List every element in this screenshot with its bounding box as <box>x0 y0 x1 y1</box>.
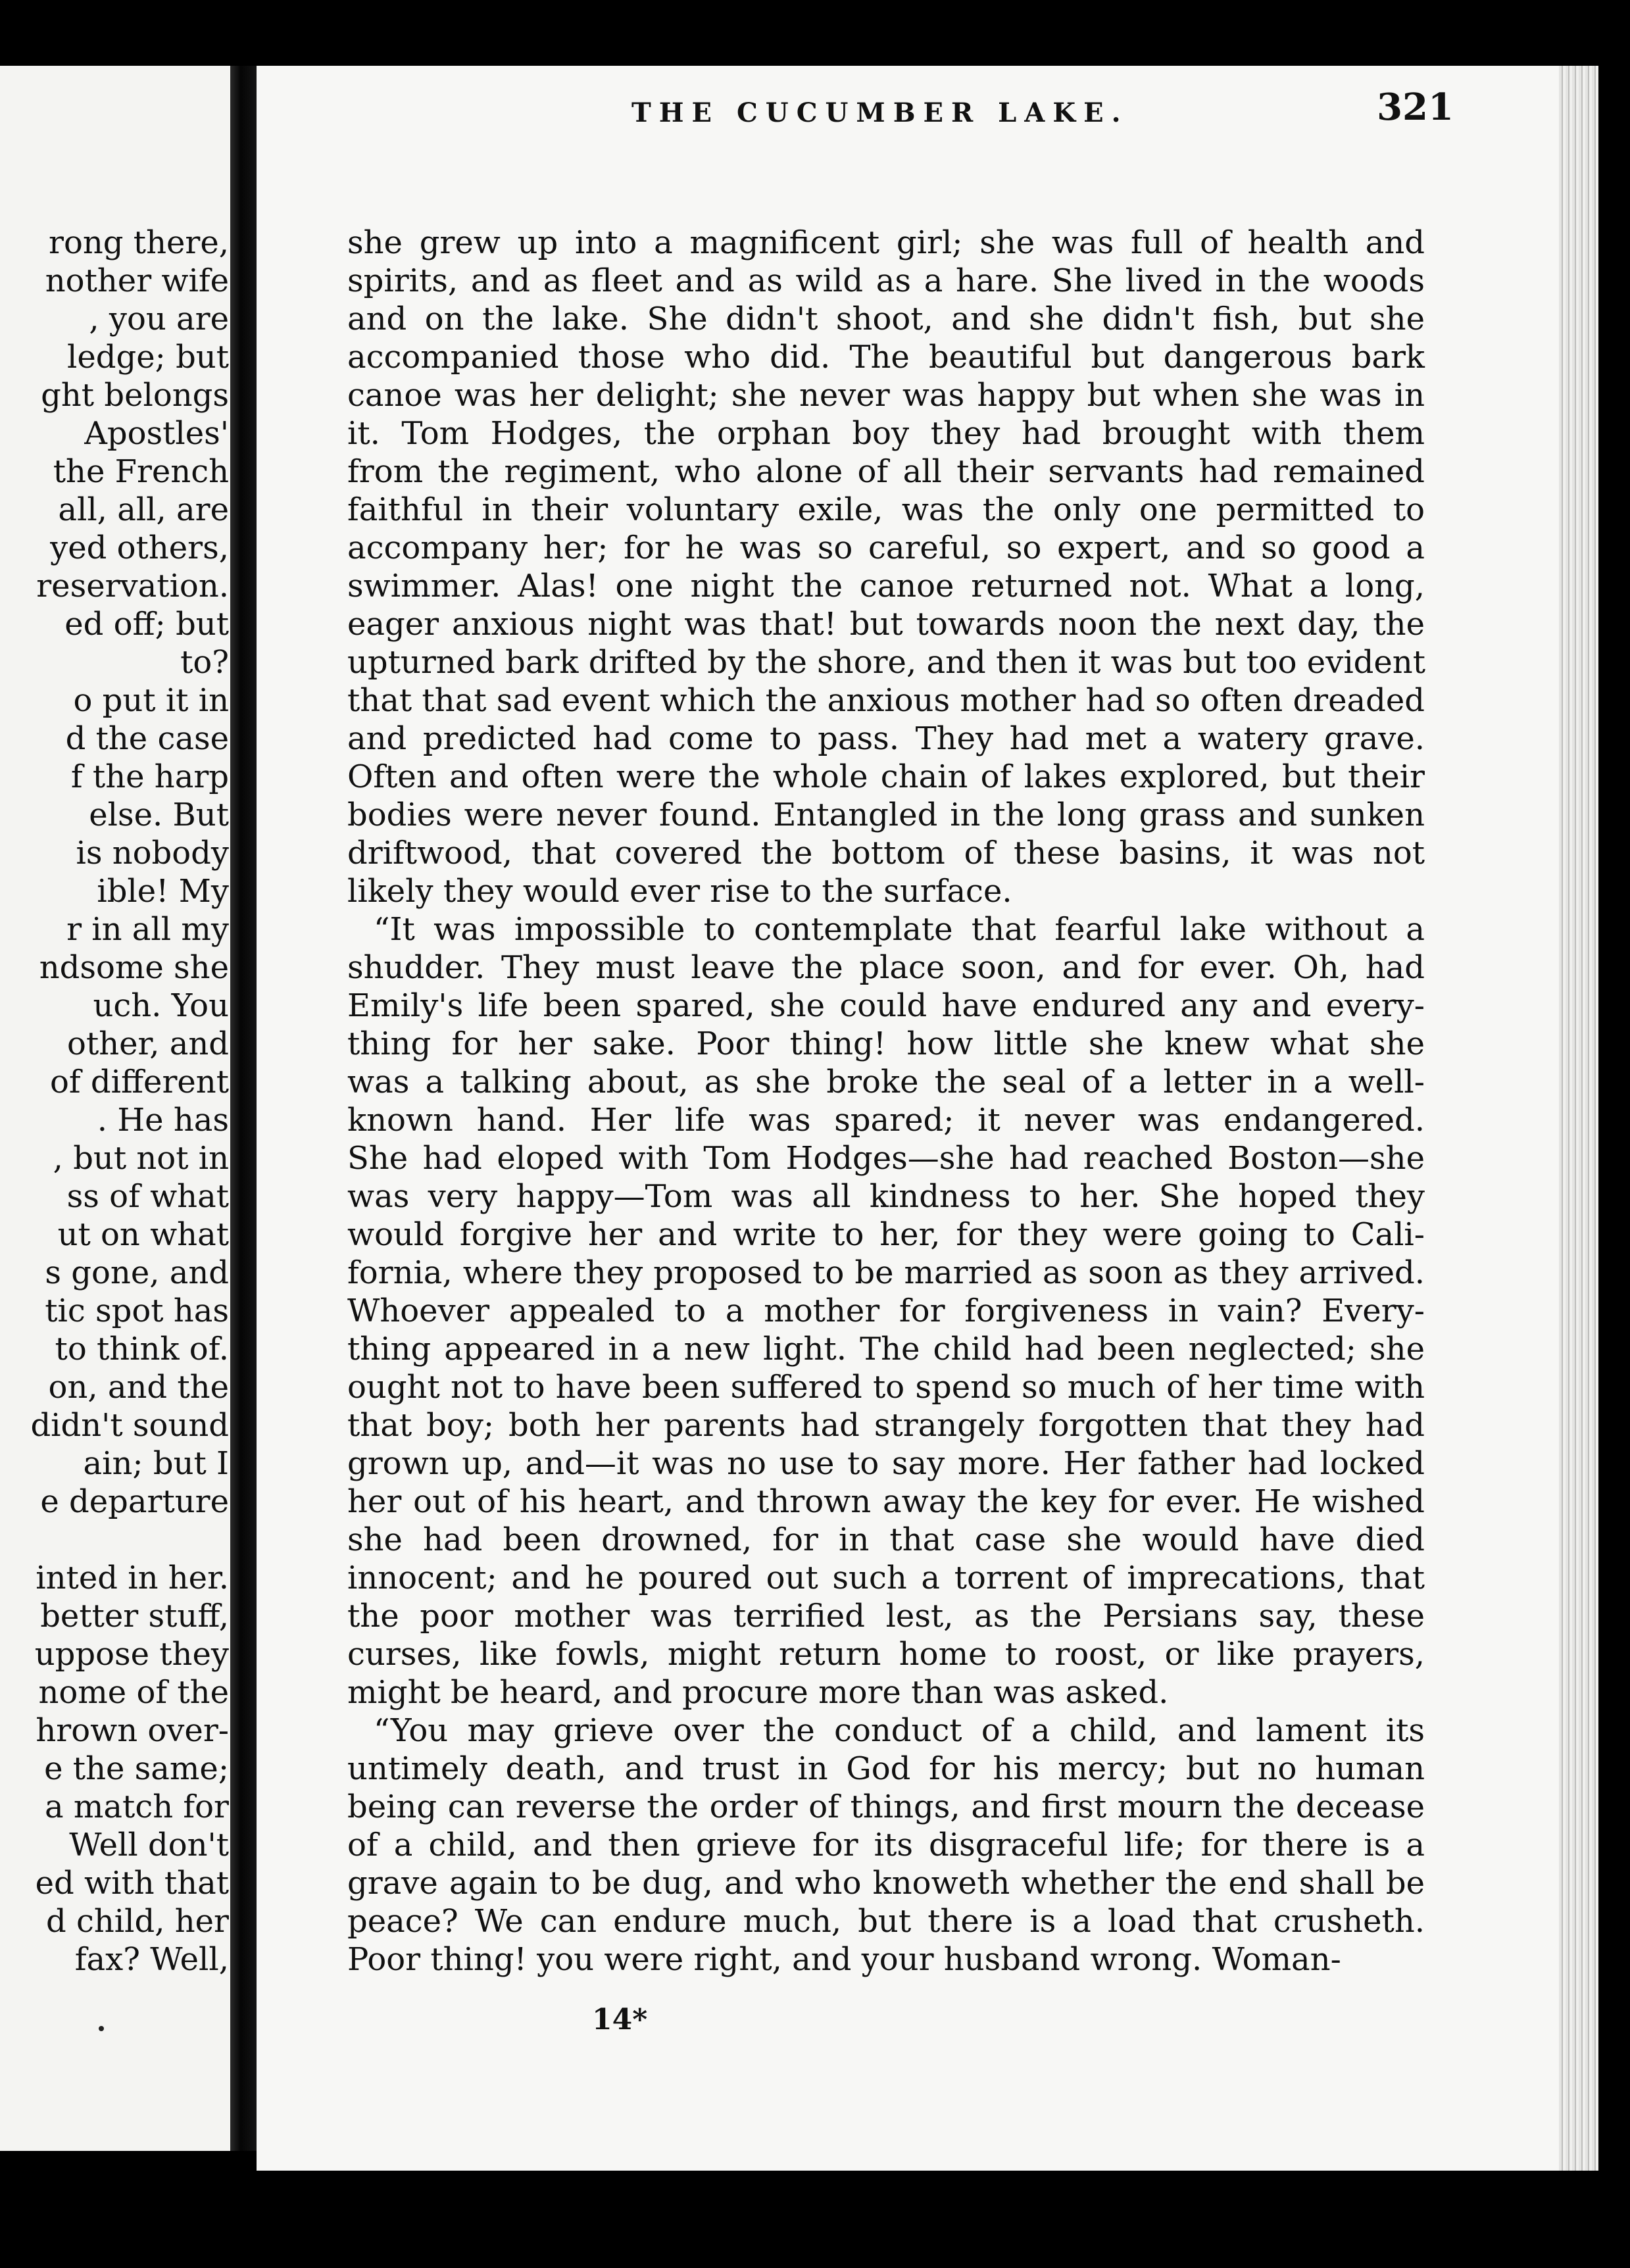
facing-text-line: f the harp <box>70 758 229 795</box>
facing-text-line: tic spot has <box>45 1293 229 1329</box>
facing-text-line: all, all, are <box>58 491 229 528</box>
text-line: she had been drowned, for in that case she would have died <box>347 1521 1425 1558</box>
text-line: Emily's life been spared, she could have endured any and every- <box>347 987 1425 1024</box>
text-line: innocent; and he poured out such a torrent of imprecations, that <box>347 1560 1425 1596</box>
text-line: accompany her; for he was so careful, so expert, and so good a <box>347 530 1425 566</box>
facing-text-line: Apostles' <box>84 415 229 452</box>
text-line: Poor thing! you were right, and your husband wrong. Woman- <box>347 1941 1341 1978</box>
facing-text-line: of different <box>49 1064 229 1100</box>
text-line: of a child, and then grieve for its disgraceful life; for there is a <box>347 1827 1425 1863</box>
facing-text-line: the French <box>53 453 229 490</box>
text-line: accompanied those who did. The beautiful but dangerous bark <box>347 339 1425 376</box>
body-text <box>347 224 1425 1979</box>
facing-text-line: , but not in <box>53 1140 229 1177</box>
facing-text-line: e departure <box>40 1483 229 1520</box>
page-number: 321 <box>1377 86 1454 129</box>
facing-text-line: rong there, <box>49 224 229 261</box>
text-line: that boy; both her parents had strangely forgotten that they had <box>347 1407 1425 1444</box>
facing-text-line: ledge; but <box>67 339 229 376</box>
facing-page-dot <box>99 2026 104 2031</box>
facing-text-line: yed others, <box>50 530 229 566</box>
facing-text-line: to think of. <box>55 1331 229 1368</box>
text-line: would forgive her and write to her, for they were going to Cali- <box>347 1216 1425 1253</box>
text-line: and predicted had come to pass. They had met a watery grave. <box>347 720 1425 757</box>
running-head <box>368 86 1454 145</box>
text-line: fornia, where they proposed to be married as soon as they arrived. <box>347 1254 1425 1291</box>
facing-text-line: inted in her. <box>36 1560 229 1596</box>
text-line: canoe was her delight; she never was happy but when she was in <box>347 377 1425 414</box>
text-line: Whoever appealed to a mother for forgiveness in vain? Every- <box>347 1293 1425 1329</box>
text-line: swimmer. Alas! one night the canoe returned not. What a long, <box>347 568 1425 604</box>
facing-text-line: ght belongs <box>41 377 229 414</box>
text-line: She had eloped with Tom Hodges—she had reached Boston—she <box>347 1140 1425 1177</box>
facing-text-line: is nobody <box>76 835 229 872</box>
text-line: being can reverse the order of things, and first mourn the decease <box>347 1788 1425 1825</box>
facing-text-line: uch. You <box>93 987 229 1024</box>
text-line: her out of his heart, and thrown away the key for ever. He wished <box>347 1483 1425 1520</box>
text-line: was a talking about, as she broke the seal of a letter in a well- <box>347 1064 1425 1100</box>
facing-text-line: on, and the <box>48 1369 229 1406</box>
facing-text-line: hrown over- <box>36 1712 229 1749</box>
facing-text-line: s gone, and <box>45 1254 229 1291</box>
text-line: grave again to be dug, and who knoweth whether the end shall be <box>347 1865 1425 1902</box>
facing-text-line: d child, her <box>46 1903 229 1940</box>
facing-text-line: r in all my <box>66 911 229 948</box>
text-line: grown up, and—it was no use to say more. Her father had locked <box>347 1445 1425 1482</box>
facing-text-line: ed with that <box>35 1865 229 1902</box>
facing-text-line: fax? Well, <box>74 1941 229 1978</box>
text-line: known hand. Her life was spared; it never was endangered. <box>347 1102 1425 1139</box>
text-line: it. Tom Hodges, the orphan boy they had brought with them <box>347 415 1425 452</box>
page-title: THE CUCUMBER LAKE. <box>631 97 1129 128</box>
facing-text-line: to? <box>180 644 229 681</box>
facing-text-line: didn't sound <box>30 1407 229 1444</box>
text-line: curses, like fowls, might return home to roost, or like prayers, <box>347 1636 1425 1673</box>
text-line: the poor mother was terrified lest, as the Persians say, these <box>347 1598 1425 1635</box>
text-line: thing appeared in a new light. The child had been neglected; she <box>347 1331 1425 1368</box>
text-line: that that sad event which the anxious mother had so often dreaded <box>347 682 1425 719</box>
text-line: “You may grieve over the conduct of a child, and lament its <box>374 1712 1425 1749</box>
text-line: upturned bark drifted by the shore, and then it was but too evident <box>347 644 1426 681</box>
facing-text-line: ible! My <box>97 873 229 910</box>
text-line: she grew up into a magnificent girl; she was full of health and <box>347 224 1425 261</box>
text-line: thing for her sake. Poor thing! how little she knew what she <box>347 1025 1425 1062</box>
text-line: Often and often were the whole chain of lakes explored, but their <box>347 758 1425 795</box>
facing-text-line: better stuff, <box>40 1598 229 1635</box>
text-line: might be heard, and procure more than was asked. <box>347 1674 1169 1711</box>
facing-text-line: ed off; but <box>64 606 229 643</box>
facing-text-line: a match for <box>45 1788 229 1825</box>
signature-mark: 14* <box>592 2003 648 2036</box>
facing-text-line: ut on what <box>57 1216 229 1253</box>
text-line: shudder. They must leave the place soon, and for ever. Oh, had <box>347 949 1425 986</box>
facing-text-line: nome of the <box>38 1674 229 1711</box>
facing-text-line: e the same; <box>44 1750 229 1787</box>
text-line: from the regiment, who alone of all their servants had remained <box>347 453 1425 490</box>
text-line: likely they would ever rise to the surface. <box>347 873 1012 910</box>
text-line: and on the lake. She didn't shoot, and she didn't fish, but she <box>347 301 1425 337</box>
text-line: spirits, and as fleet and as wild as a hare. She lived in the woods <box>347 262 1425 299</box>
facing-text-line: else. But <box>89 797 229 833</box>
text-line: “It was impossible to contemplate that fearful lake without a <box>374 911 1425 948</box>
facing-text-line: , you are <box>89 301 229 337</box>
facing-text-line: nother wife <box>45 262 229 299</box>
facing-text-line: ss of what <box>66 1178 229 1215</box>
facing-text-line: d the case <box>65 720 229 757</box>
page-edges <box>1559 66 1598 2171</box>
facing-text-line: reservation. <box>36 568 229 604</box>
text-line: eager anxious night was that! but towards noon the next day, the <box>347 606 1425 643</box>
facing-text-line: o put it in <box>73 682 229 719</box>
facing-text-line: . He has <box>97 1102 229 1139</box>
text-line: bodies were never found. Entangled in the long grass and sunken <box>347 797 1425 833</box>
facing-text-line: other, and <box>67 1025 229 1062</box>
facing-page-fragment <box>0 66 230 2151</box>
text-line: ought not to have been suffered to spend so much of her time with <box>347 1369 1425 1406</box>
facing-text-line: uppose they <box>34 1636 229 1673</box>
text-line: driftwood, that covered the bottom of these basins, it was not <box>347 835 1425 872</box>
text-line: peace? We can endure much, but there is a load that crusheth. <box>347 1903 1425 1940</box>
text-line: faithful in their voluntary exile, was the only one permitted to <box>347 491 1425 528</box>
book-gutter <box>230 66 257 2151</box>
facing-text-line: Well don't <box>69 1827 229 1863</box>
facing-text-line: ain; but I <box>83 1445 229 1482</box>
facing-text-line: ndsome she <box>39 949 229 986</box>
text-line: was very happy—Tom was all kindness to her. She hoped they <box>347 1178 1425 1215</box>
text-line: untimely death, and trust in God for his mercy; but no human <box>347 1750 1425 1787</box>
